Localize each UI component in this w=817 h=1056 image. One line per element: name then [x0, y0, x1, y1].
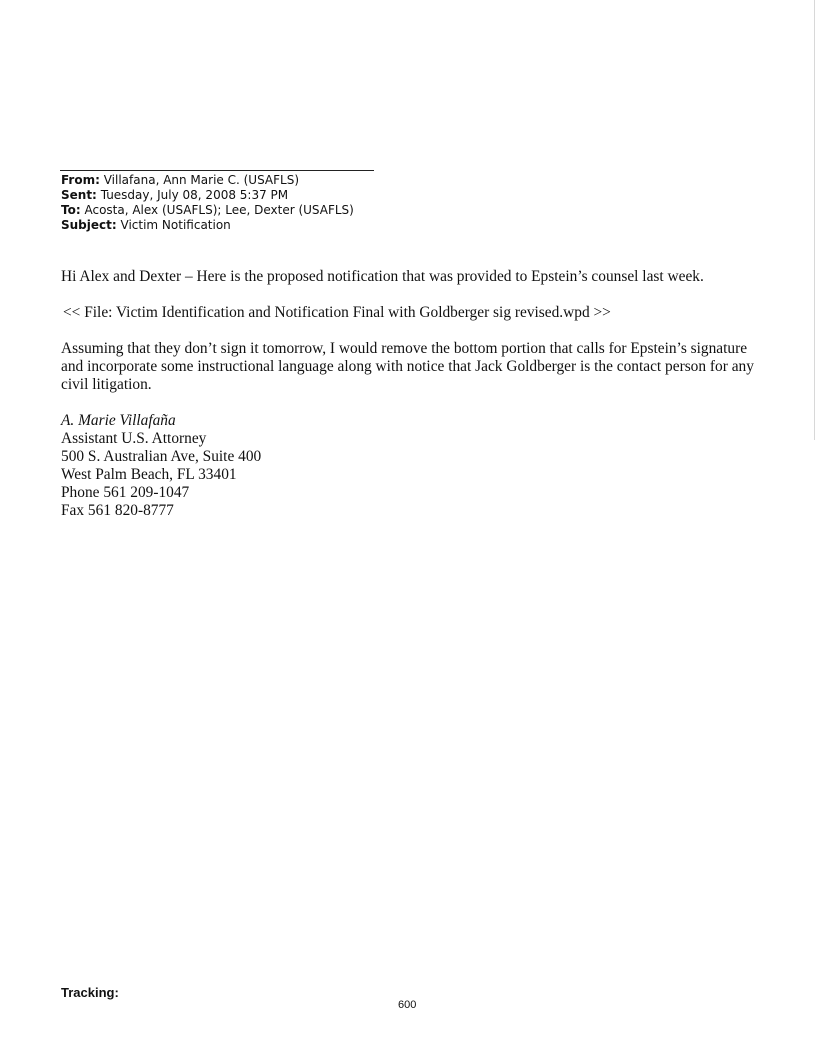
signature-address-line1: 500 S. Australian Ave, Suite 400 [61, 448, 262, 465]
signature-block [61, 412, 261, 520]
signature-name: A. Marie Villafaña [61, 412, 176, 429]
to-label: To: [61, 203, 81, 217]
signature-address-line2: West Palm Beach, FL 33401 [61, 466, 237, 483]
from-value: Villafana, Ann Marie C. (USAFLS) [103, 173, 300, 187]
email-greeting: Hi Alex and Dexter – Here is the proposed notification that was provided to Epstein’s counsel last week. [61, 268, 704, 285]
tracking-label: Tracking: [61, 985, 119, 1000]
subject-value: Victim Notification [120, 218, 231, 232]
subject-label: Subject: [61, 218, 117, 232]
email-header [61, 173, 354, 233]
to-row [61, 203, 354, 218]
header-divider [60, 170, 374, 171]
from-row [61, 173, 354, 188]
subject-row [61, 218, 354, 233]
to-value: Acosta, Alex (USAFLS); Lee, Dexter (USAFLS) [84, 203, 354, 217]
sent-row [61, 188, 354, 203]
attachment-reference: << File: Victim Identification and Notification Final with Goldberger sig revised.wpd >> [63, 304, 611, 321]
signature-title: Assistant U.S. Attorney [61, 430, 207, 447]
page-number: 600 [398, 999, 417, 1011]
email-body-paragraph: Assuming that they don’t sign it tomorrow, I would remove the bottom portion that calls for Epstein’s signature and incorporate some instructional language along with notice that Jack Goldberger is the contact person for any civil litigation. [61, 340, 754, 393]
scan-edge-line [814, 0, 815, 440]
signature-phone: Phone 561 209-1047 [61, 484, 190, 501]
signature-fax: Fax 561 820-8777 [61, 502, 174, 519]
sent-value: Tuesday, July 08, 2008 5:37 PM [100, 188, 289, 202]
from-label: From: [61, 173, 100, 187]
sent-label: Sent: [61, 188, 97, 202]
